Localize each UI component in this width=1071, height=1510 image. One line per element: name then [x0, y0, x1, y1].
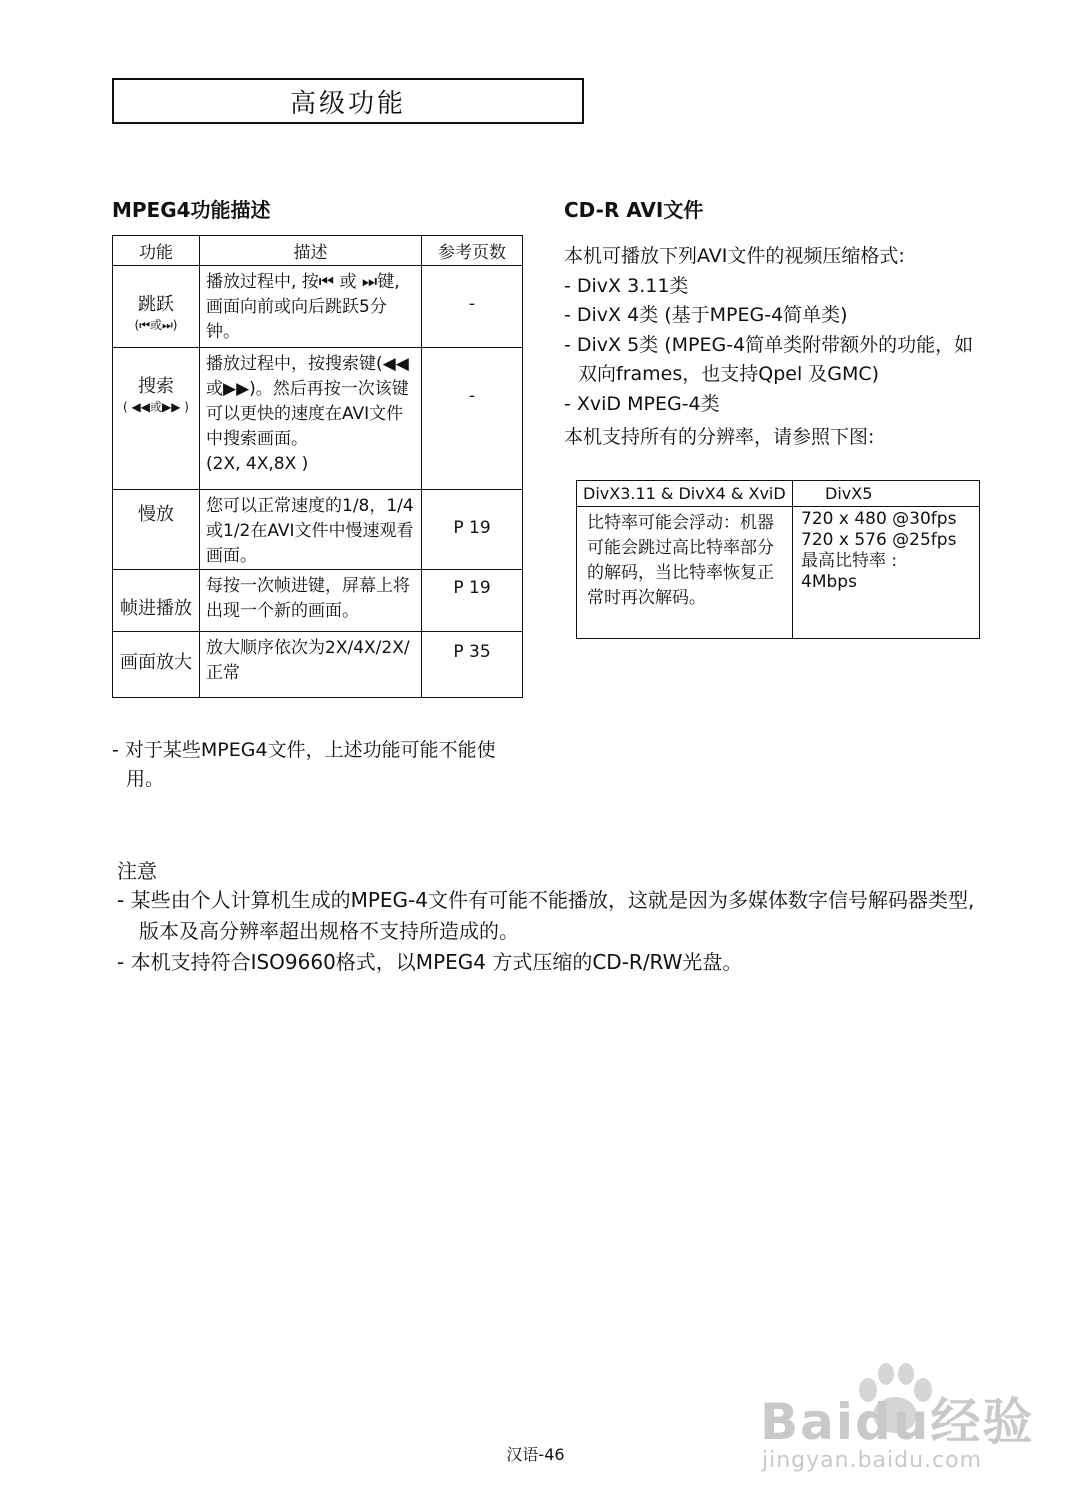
reference-page: -	[422, 348, 523, 490]
table-row	[113, 632, 523, 698]
header-divx3-divx4-xvid: DivX3.11 & DivX4 & XviD	[577, 481, 793, 507]
table-header-row	[113, 236, 523, 266]
notes-list	[117, 885, 997, 978]
resolution-text: 本机支持所有的分辨率，请参照下图:	[564, 426, 875, 448]
skip-symbol: (⏮或⏭)	[134, 318, 178, 332]
header-description: 描述	[200, 236, 422, 266]
resolution-table	[576, 480, 980, 639]
format-item: - DivX 3.11类	[564, 274, 689, 297]
format-item: - DivX 4类 (基于MPEG-4简单类)	[564, 304, 848, 326]
search-symbol: ( ◀◀或▶▶ )	[123, 400, 189, 414]
reference-page: P 19	[422, 490, 523, 570]
format-item: - DivX 5类 (MPEG-4简单类附带额外的功能，如双向frames，也支持Qpel 及GMC)	[564, 333, 974, 385]
function-name: 画面放大	[113, 632, 200, 698]
header-reference-page: 参考页数	[422, 236, 523, 266]
function-description: 播放过程中，按搜索键(◀◀ 或▶▶)。然后再按一次该键可以更快的速度在AVI文件中搜索画面。 (2X, 4X,8X )	[200, 348, 422, 490]
table-header-row	[577, 481, 980, 507]
mpeg4-heading: MPEG4功能描述	[112, 198, 271, 222]
note-item: - 本机支持符合ISO9660格式，以MPEG4 方式压缩的CD-R/RW光盘。	[117, 950, 743, 974]
mpeg4-footnote: - 对于某些MPEG4文件，上述功能可能不能使用。	[112, 739, 496, 790]
cdr-avi-section	[564, 242, 984, 453]
header-function: 功能	[113, 236, 200, 266]
notes-heading: 注意	[117, 859, 157, 883]
function-description: 您可以正常速度的1/8，1/4或1/2在AVI文件中慢速观看画面。	[200, 490, 422, 570]
page-number: 汉语-46	[506, 1445, 565, 1464]
mpeg4-function-table	[112, 235, 523, 698]
table-row	[113, 570, 523, 632]
function-description: 每按一次帧进键，屏幕上将出现一个新的画面。	[200, 570, 422, 632]
reference-page: P 35	[422, 632, 523, 698]
function-name: 帧进播放	[113, 570, 200, 632]
function-name: 搜索 ( ◀◀或▶▶ )	[113, 348, 200, 490]
cdr-intro: 本机可播放下列AVI文件的视频压缩格式:	[564, 245, 905, 267]
divx5-specs: 720 x 480 @30fps 720 x 576 @25fps 最高比特率 : 4Mbps	[793, 507, 980, 639]
header-divx5: DivX5	[793, 481, 980, 507]
page-title: 高级功能	[112, 78, 584, 124]
function-name: 慢放	[113, 490, 200, 570]
function-name: 跳跃 (⏮或⏭)	[113, 266, 200, 348]
watermark-url: jingyan.baidu.com	[762, 1448, 983, 1473]
reference-page: P 19	[422, 570, 523, 632]
function-description: 播放过程中, 按⏮ 或 ⏭键, 画面向前或向后跳跃5分钟。	[200, 266, 422, 348]
format-item: - XviD MPEG-4类	[564, 392, 720, 415]
bitrate-note: 比特率可能会浮动：机器可能会跳过高比特率部分的解码，当比特率恢复正常时再次解码。	[577, 507, 793, 639]
table-row	[113, 490, 523, 570]
note-item: - 某些由个人计算机生成的MPEG-4文件有可能不能播放，这就是因为多媒体数字信号解码器类型, 版本及高分辨率超出规格不支持所造成的。	[117, 888, 975, 943]
cdr-avi-heading: CD-R AVI文件	[564, 198, 704, 222]
table-row	[113, 266, 523, 348]
reference-page: -	[422, 266, 523, 348]
table-row	[577, 507, 980, 639]
table-row	[113, 348, 523, 490]
function-description: 放大顺序依次为2X/4X/2X/正常	[200, 632, 422, 698]
watermark-brand: Baidu经验	[760, 1393, 1035, 1451]
